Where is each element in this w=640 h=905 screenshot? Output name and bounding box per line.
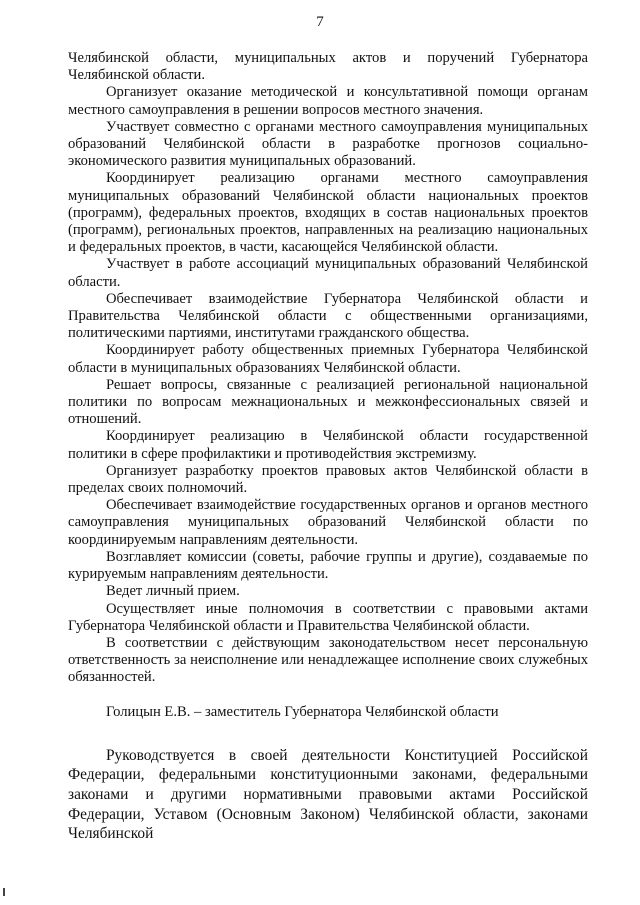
document-body bbox=[68, 50, 588, 844]
final-section bbox=[68, 746, 588, 844]
paragraph: Координирует реализацию органами местного самоуправления муниципальных образований Челябинской области национальных проектов (программ), федеральных проектов, входящих в состав национальных проектов (программ), региональных проектов, направленных на реализацию национальных и федеральных проектов, в части, касающейся Челябинской области. bbox=[68, 170, 588, 256]
paragraph: Обеспечивает взаимодействие государственных органов и органов местного самоуправления муниципальных образований Челябинской области по координируемым направлениям деятельности. bbox=[68, 497, 588, 548]
margin-mark bbox=[3, 888, 5, 896]
paragraph: Обеспечивает взаимодействие Губернатора Челябинской области и Правительства Челябинской области с общественными организациями, политическими партиями, институтами гражданского общества. bbox=[68, 290, 588, 342]
paragraph: Ведет личный прием. bbox=[106, 583, 240, 600]
paragraph: Координирует работу общественных приемных Губернатора Челябинской области в муниципальных образованиях Челябинской области. bbox=[68, 342, 588, 376]
paragraph: Организует разработку проектов правовых актов Челябинской области в пределах своих полномочий. bbox=[68, 462, 588, 497]
paragraph: Организует оказание методической и консультативной помощи органам местного самоуправления в решении вопросов местного значения. bbox=[68, 84, 588, 118]
paragraph: Координирует реализацию в Челябинской области государственной политики в сфере профилактики и противодействия экстремизму. bbox=[68, 428, 588, 462]
page-number: 7 bbox=[316, 14, 324, 30]
paragraph: В соответствии с действующим законодательством несет персональную ответственность за неисполнение или ненадлежащее исполнение своих служебных обязанностей. bbox=[68, 634, 588, 686]
paragraph: Решает вопросы, связанные с реализацией региональной национальной политики по вопросам межнациональных и межконфессиональных связей и отношений. bbox=[68, 376, 588, 428]
paragraph: Руководствуется в своей деятельности Конституцией Российской Федерации, федеральными конституционными законами, федеральными законами и другими нормативными правовыми актами Российской Федерации, Уставом (Основным Законом) Челябинской области, законами Челябинской bbox=[68, 746, 588, 843]
paragraph: Челябинской области, муниципальных актов и поручений Губернатора Челябинской области. bbox=[68, 50, 588, 84]
paragraph: Участвует совместно с органами местного самоуправления муниципальных образований Челябинской области в разработке прогнозов социально-экономического развития муниципальных образований. bbox=[68, 118, 588, 170]
paragraph: Осуществляет иные полномочия в соответствии с правовыми актами Губернатора Челябинской области и Правительства Челябинской области. bbox=[68, 600, 588, 634]
paragraph: Возглавляет комиссии (советы, рабочие группы и другие), создаваемые по курируемым направлениям деятельности. bbox=[68, 548, 588, 583]
paragraph: Участвует в работе ассоциаций муниципальных образований Челябинской области. bbox=[68, 256, 588, 290]
section-heading: Голицын Е.В. – заместитель Губернатора Челябинской области bbox=[106, 703, 499, 720]
